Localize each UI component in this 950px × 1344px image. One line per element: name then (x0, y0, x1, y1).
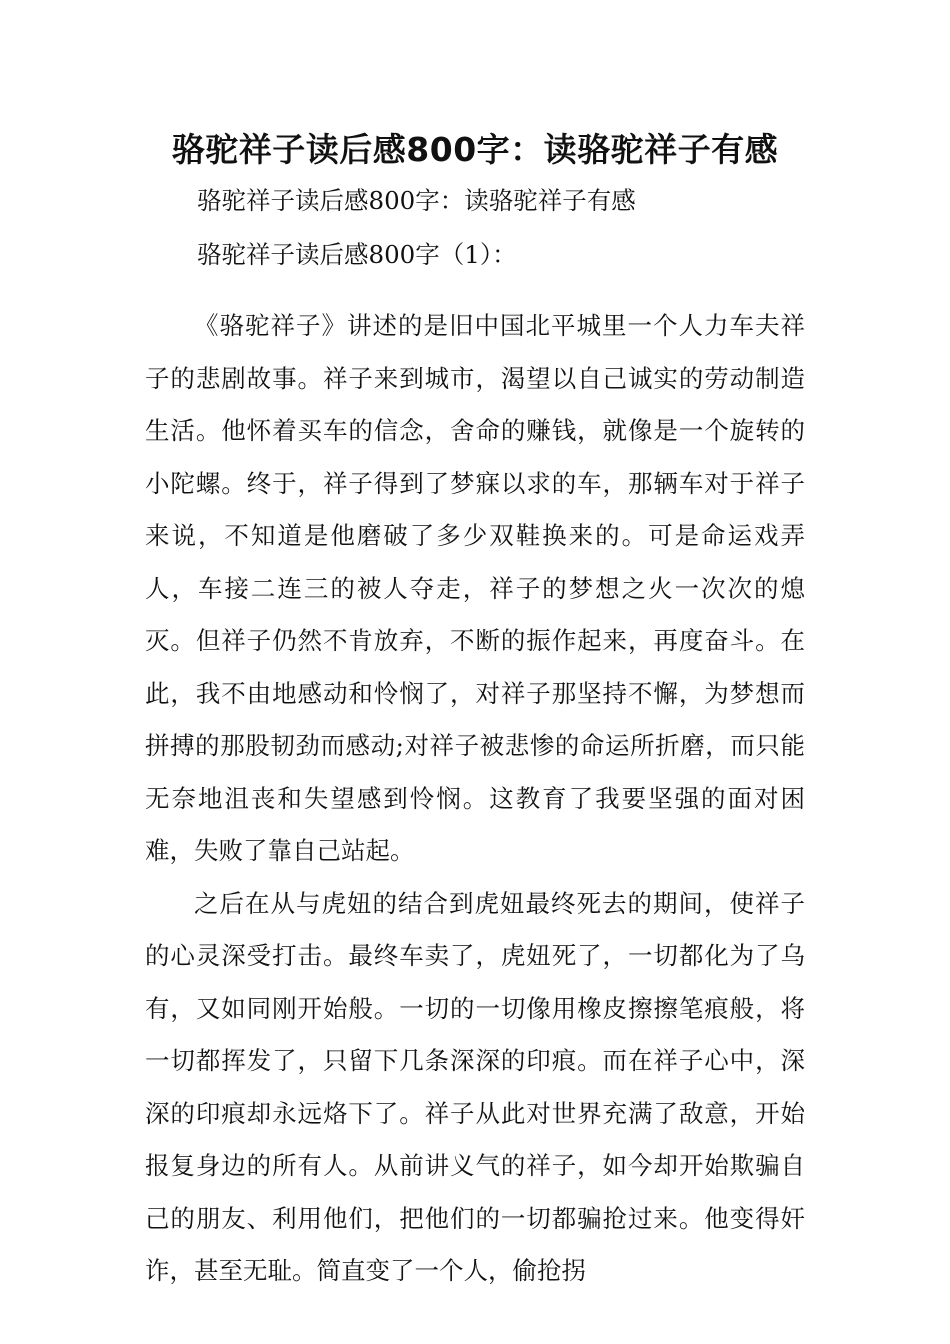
document-subtitle: 骆驼祥子读后感800字：读骆驼祥子有感 (197, 186, 636, 215)
section-heading: 骆驼祥子读后感800字（1）： (197, 240, 517, 269)
paragraph-2: 之后在从与虎妞的结合到虎妞最终死去的期间，使祥子的心灵深受打击。最终车卖了，虎妞死了，一切都化为了乌有，又如同刚开始般。一切的一切像用橡皮擦擦笔痕般，将一切都挥发了，只留下几条深深的印痕。而在祥子心中，深深的印痕却永远烙下了。祥子从此对世界充满了敌意，开始报复身边的所有人。从前讲义气的祥子，如今却开始欺骗自己的朋友、利用他们，把他们的一切都骗抢过来。他变得奸诈，甚至无耻。简直变了一个人，偷抢拐 (145, 888, 805, 1285)
paragraph-1: 《骆驼祥子》讲述的是旧中国北平城里一个人力车夫祥子的悲剧故事。祥子来到城市，渴望以自己诚实的劳动制造生活。他怀着买车的信念，舍命的赚钱，就像是一个旋转的小陀螺。终于，祥子得到了梦寐以求的车，那辆车对于祥子来说，不知道是他磨破了多少双鞋换来的。可是命运戏弄人，车接二连三的被人夺走，祥子的梦想之火一次次的熄灭。但祥子仍然不肯放弃，不断的振作起来，再度奋斗。在此，我不由地感动和怜悯了，对祥子那坚持不懈，为梦想而拼搏的那股韧劲而感动;对祥子被悲惨的命运所折磨，而只能无奈地沮丧和失望感到怜悯。这教育了我要坚强的面对困难，失败了靠自己站起。 (145, 311, 805, 865)
document-title: 骆驼祥子读后感800字：读骆驼祥子有感 (171, 130, 779, 169)
document-body (145, 176, 805, 1298)
